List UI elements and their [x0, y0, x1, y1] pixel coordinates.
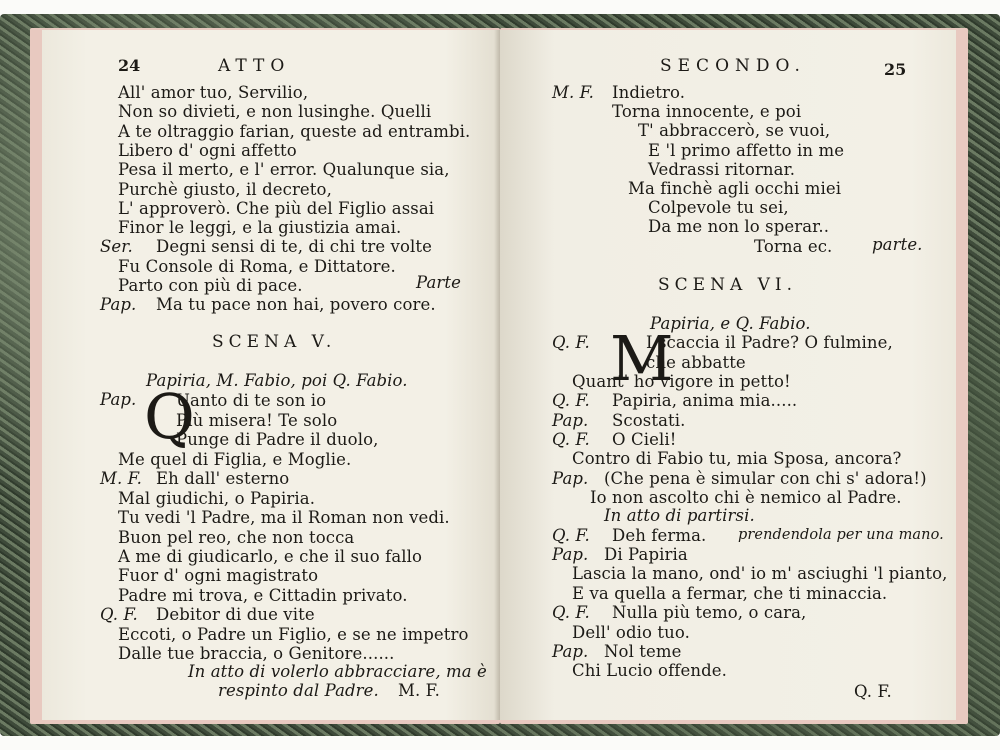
- verse-line: Dalle tue braccia, o Genitore......: [118, 644, 395, 663]
- verse-line: (Che pena è simular con chi s' adora!): [604, 468, 927, 488]
- verse-line: Uanto di te son io: [176, 391, 327, 410]
- speaker-label: Q. F.: [552, 603, 590, 623]
- verse-line: E va quella a fermar, che ti minaccia.: [572, 583, 888, 603]
- verse-line: Contro di Fabio tu, mia Sposa, ancora?: [572, 449, 902, 469]
- verse-line: Da me non lo sperar..: [648, 217, 830, 237]
- verse-line: Io non ascolto chi è nemico al Padre.: [590, 487, 902, 507]
- verse-line: Me quel di Figlia, e Moglie.: [118, 450, 352, 469]
- verse-line: Eccoti, o Padre un Figlio, e se ne impetro: [118, 624, 469, 644]
- speaker-label: Pap.: [100, 295, 137, 315]
- verse-line: Debitor di due vite: [156, 605, 315, 625]
- drop-cap: Q: [144, 380, 195, 453]
- verse-line: Punge di Padre il duolo,: [176, 430, 379, 449]
- running-header: ATTO: [218, 56, 291, 76]
- stage-exit-label: parte.: [872, 235, 923, 254]
- verse-line: Fu Console di Roma, e Dittatore.: [118, 256, 396, 276]
- speaker-label: Q. F.: [552, 526, 590, 545]
- verse-line: Padre mi trova, e Cittadin privato.: [118, 585, 408, 605]
- verse-line: Parto con più di pace.: [118, 276, 303, 295]
- verse-line: T' abbraccerò, se vuoi,: [638, 121, 831, 141]
- left-page: [42, 30, 500, 720]
- verse-line: Dell' odio tuo.: [572, 622, 690, 642]
- stage-direction: In atto di volerlo abbracciare, ma è: [188, 662, 487, 681]
- verse-line: E 'l primo affetto in me: [648, 140, 845, 160]
- speaker-label: Q. F.: [552, 333, 590, 352]
- running-header: SECONDO.: [660, 56, 806, 76]
- verse-line: Torna ec.: [754, 236, 833, 256]
- right-page: [500, 30, 956, 720]
- verse-line: Vedrassi ritornar.: [648, 159, 796, 179]
- scene-characters: Papiria, M. Fabio, poi Q. Fabio.: [146, 371, 408, 390]
- speaker-label: Pap.: [100, 390, 137, 409]
- verse-line: Ma tu pace non hai, povero core.: [156, 295, 436, 315]
- verse-line: Chi Lucio offende.: [572, 661, 727, 681]
- verse-line: Buon pel reo, che non tocca: [118, 527, 355, 547]
- verse-line: Non so divieti, e non lusinghe. Quelli: [118, 102, 432, 122]
- speaker-label: Q. F.: [552, 391, 590, 411]
- stage-exit-label: Parte: [416, 273, 461, 292]
- catchword: M. F.: [398, 681, 441, 700]
- verse-line: I scaccia il Padre? O fulmine,: [646, 333, 893, 352]
- scene-title: SCENA V.: [212, 332, 337, 352]
- speaker-label: Pap.: [552, 468, 589, 488]
- speaker-label: M. F.: [552, 83, 595, 102]
- verse-line: Fuor d' ogni magistrato: [118, 566, 319, 586]
- verse-line: L' approverò. Che più del Figlio assai: [118, 198, 435, 218]
- page-number: 24: [118, 56, 141, 75]
- verse-line: O Cieli!: [612, 429, 677, 449]
- verse-line: Colpevole tu sei,: [648, 198, 789, 218]
- drop-cap: M: [610, 322, 674, 395]
- stage-direction: respinto dal Padre.: [218, 681, 379, 700]
- page-number: 25: [884, 60, 907, 79]
- speaker-label: M. F.: [100, 469, 143, 489]
- verse-line: Libero d' ogni affetto: [118, 140, 297, 160]
- stage-direction: prendendola per una mano.: [738, 527, 944, 543]
- verse-line: Di Papiria: [604, 545, 688, 564]
- scene-title: SCENA VI.: [658, 275, 798, 295]
- verse-line: Purchè giusto, il decreto,: [118, 179, 332, 199]
- verse-line: Degni sensi di te, di chi tre volte: [156, 237, 432, 257]
- verse-line: Scostati.: [612, 410, 686, 430]
- verse-line: Ma finchè agli occhi miei: [628, 179, 842, 198]
- verse-line: Indietro.: [612, 83, 686, 102]
- verse-line: Quant' ho vigore in petto!: [572, 372, 791, 391]
- verse-line: A te oltraggio farian, queste ad entrambi.: [118, 121, 471, 141]
- verse-line: Lascia la mano, ond' io m' asciughi 'l pianto,: [572, 564, 948, 584]
- verse-line: Pesa il merto, e l' error. Qualunque sia,: [118, 160, 450, 180]
- verse-line: Torna innocente, e poi: [612, 102, 802, 122]
- catchword: Q. F.: [854, 682, 892, 701]
- verse-line: Eh dall' esterno: [156, 469, 290, 489]
- verse-line: Più misera! Te solo: [176, 410, 338, 430]
- stage-direction: In atto di partirsi.: [604, 506, 755, 525]
- speaker-label: Pap.: [552, 410, 589, 430]
- speaker-label: Pap.: [552, 642, 589, 661]
- verse-line: A me di giudicarlo, e che il suo fallo: [118, 547, 423, 566]
- speaker-label: Q. F.: [100, 605, 138, 625]
- speaker-label: Q. F.: [552, 429, 590, 449]
- verse-line: Papiria, anima mia.....: [612, 391, 798, 411]
- scene-characters: Papiria, e Q. Fabio.: [650, 314, 811, 333]
- speaker-label: Pap.: [552, 545, 589, 564]
- verse-line: All' amor tuo, Servilio,: [118, 83, 309, 102]
- verse-line: Finor le leggi, e la giustizia amai.: [118, 218, 402, 238]
- verse-line: Mal giudichi, o Papiria.: [118, 488, 316, 508]
- verse-line: Tu vedi 'l Padre, ma il Roman non vedi.: [118, 508, 450, 528]
- verse-line: che abbatte: [646, 352, 746, 372]
- verse-line: Deh ferma.: [612, 526, 707, 545]
- speaker-label: Ser.: [100, 237, 133, 257]
- verse-line: Nulla più temo, o cara,: [612, 603, 807, 623]
- verse-line: Nol teme: [604, 642, 682, 661]
